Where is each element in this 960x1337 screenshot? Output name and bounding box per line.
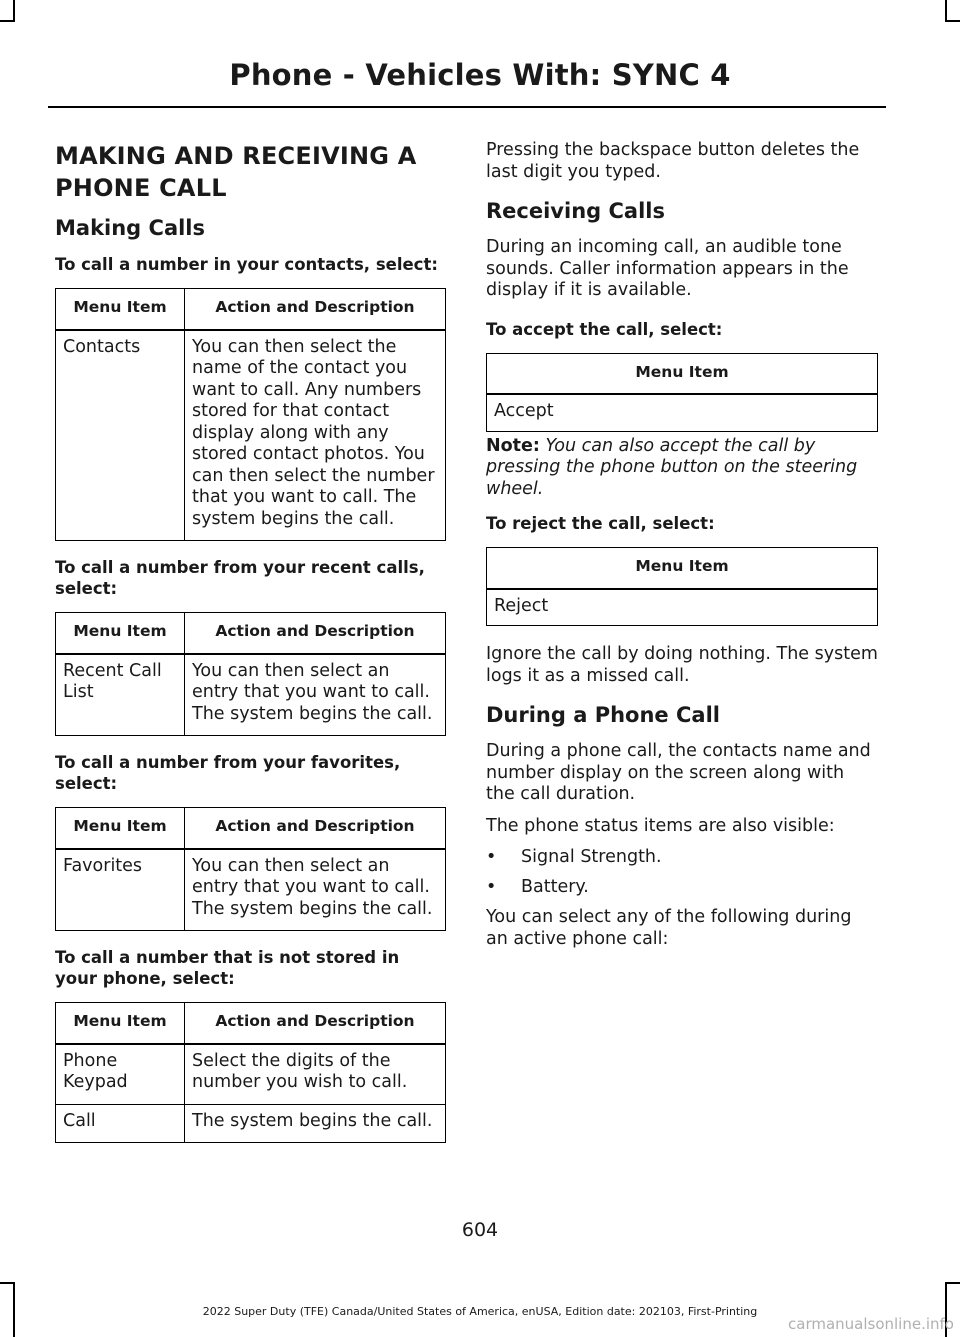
description-cell: You can then select an entry that you want to call. The system begins the call. bbox=[185, 849, 446, 931]
page-header-title: Phone - Vehicles With: SYNC 4 bbox=[229, 58, 731, 92]
crop-mark-top-left-v bbox=[13, 0, 15, 22]
note-label: Note: bbox=[486, 435, 540, 456]
menu-item-cell: Call bbox=[56, 1104, 185, 1143]
favorites-intro: To call a number from your favorites, select: bbox=[55, 753, 401, 793]
receiving-text: During an incoming call, an audible tone sounds. Caller information appears in the display if it is available. bbox=[486, 237, 849, 300]
col-header-menu-item: Menu Item bbox=[56, 808, 185, 849]
footer-text: 2022 Super Duty (TFE) Canada/United States of America, enUSA, Edition date: 202103, First-Printing bbox=[202, 1305, 758, 1318]
subsection-title-receiving-calls: Receiving Calls bbox=[486, 199, 665, 223]
col-header-menu-item: Menu Item bbox=[56, 289, 185, 330]
crop-mark-top-left-h bbox=[0, 20, 15, 22]
col-header-menu-item: Menu Item bbox=[56, 613, 185, 654]
table-row bbox=[56, 654, 446, 736]
crop-mark-bottom-right-h bbox=[945, 1282, 960, 1284]
subsection-title-during-call: During a Phone Call bbox=[486, 703, 720, 727]
menu-item-cell: Recent Call List bbox=[56, 654, 185, 736]
col-header-action: Action and Description bbox=[185, 1003, 446, 1044]
col-header-action: Action and Description bbox=[185, 808, 446, 849]
accept-table bbox=[486, 353, 878, 432]
header-rule bbox=[48, 106, 886, 108]
ignore-text: Ignore the call by doing nothing. The system logs it as a missed call. bbox=[486, 644, 878, 686]
menu-item-cell: Favorites bbox=[56, 849, 185, 931]
col-header-menu-item: Menu Item bbox=[487, 353, 878, 394]
table-row bbox=[56, 1044, 446, 1105]
bullet-icon: • bbox=[486, 876, 497, 897]
recent-calls-intro: To call a number from your recent calls, select: bbox=[55, 558, 425, 598]
during-text: During a phone call, the contacts name and number display on the screen along with the call duration. bbox=[486, 741, 871, 804]
description-cell: Select the digits of the number you wish to call. bbox=[185, 1044, 446, 1105]
description-cell: You can then select an entry that you want to call. The system begins the call. bbox=[185, 654, 446, 736]
menu-item-cell: Reject bbox=[487, 589, 878, 626]
list-item bbox=[486, 847, 878, 869]
list-item bbox=[486, 877, 878, 899]
col-header-action: Action and Description bbox=[185, 289, 446, 330]
favorites-table bbox=[55, 807, 446, 931]
section-title: MAKING AND RECEIVING A PHONE CALL bbox=[55, 142, 417, 202]
bullet-icon: • bbox=[486, 847, 497, 867]
reject-table bbox=[486, 547, 878, 626]
note bbox=[486, 436, 878, 501]
col-header-menu-item: Menu Item bbox=[487, 548, 878, 589]
table-row bbox=[487, 589, 878, 626]
table-row bbox=[56, 330, 446, 541]
table-row bbox=[487, 394, 878, 431]
description-cell: You can then select the name of the contact you want to call. Any numbers stored for that contact display along with any stored contact photos. You can then select the number that you want to call. The system begins the call. bbox=[185, 330, 446, 541]
contacts-table bbox=[55, 288, 446, 541]
crop-mark-top-right-h bbox=[945, 20, 960, 22]
status-text: The phone status items are also visible: bbox=[486, 815, 835, 836]
list-item-text: Battery. bbox=[521, 876, 589, 897]
recent-calls-table bbox=[55, 612, 446, 736]
subsection-title-making-calls: Making Calls bbox=[55, 216, 206, 240]
page-number: 604 bbox=[461, 1219, 499, 1241]
note-text: You can also accept the call by pressing the phone button on the steering wheel. bbox=[486, 435, 858, 499]
contacts-intro: To call a number in your contacts, select: bbox=[55, 255, 438, 274]
right-column bbox=[486, 140, 878, 960]
accept-intro: To accept the call, select: bbox=[486, 319, 723, 339]
left-column bbox=[55, 140, 446, 1159]
menu-item-cell: Contacts bbox=[56, 330, 185, 541]
list-item-text: Signal Strength. bbox=[521, 847, 662, 867]
keypad-intro: To call a number that is not stored in your phone, select: bbox=[55, 948, 400, 988]
crop-mark-top-right-v bbox=[945, 0, 947, 22]
watermark: carmanualsonline.info bbox=[788, 1315, 954, 1333]
keypad-table bbox=[55, 1002, 446, 1143]
col-header-action: Action and Description bbox=[185, 613, 446, 654]
reject-intro: To reject the call, select: bbox=[486, 514, 715, 533]
menu-item-cell: Phone Keypad bbox=[56, 1044, 185, 1105]
table-row bbox=[56, 1104, 446, 1143]
backspace-text: Pressing the backspace button deletes the last digit you typed. bbox=[486, 140, 860, 182]
table-row bbox=[56, 849, 446, 931]
crop-mark-bottom-left-h bbox=[0, 1282, 15, 1284]
menu-item-cell: Accept bbox=[487, 394, 878, 431]
col-header-menu-item: Menu Item bbox=[56, 1003, 185, 1044]
status-list bbox=[486, 847, 878, 898]
active-call-text: You can select any of the following during an active phone call: bbox=[486, 907, 852, 949]
description-cell: The system begins the call. bbox=[185, 1104, 446, 1143]
